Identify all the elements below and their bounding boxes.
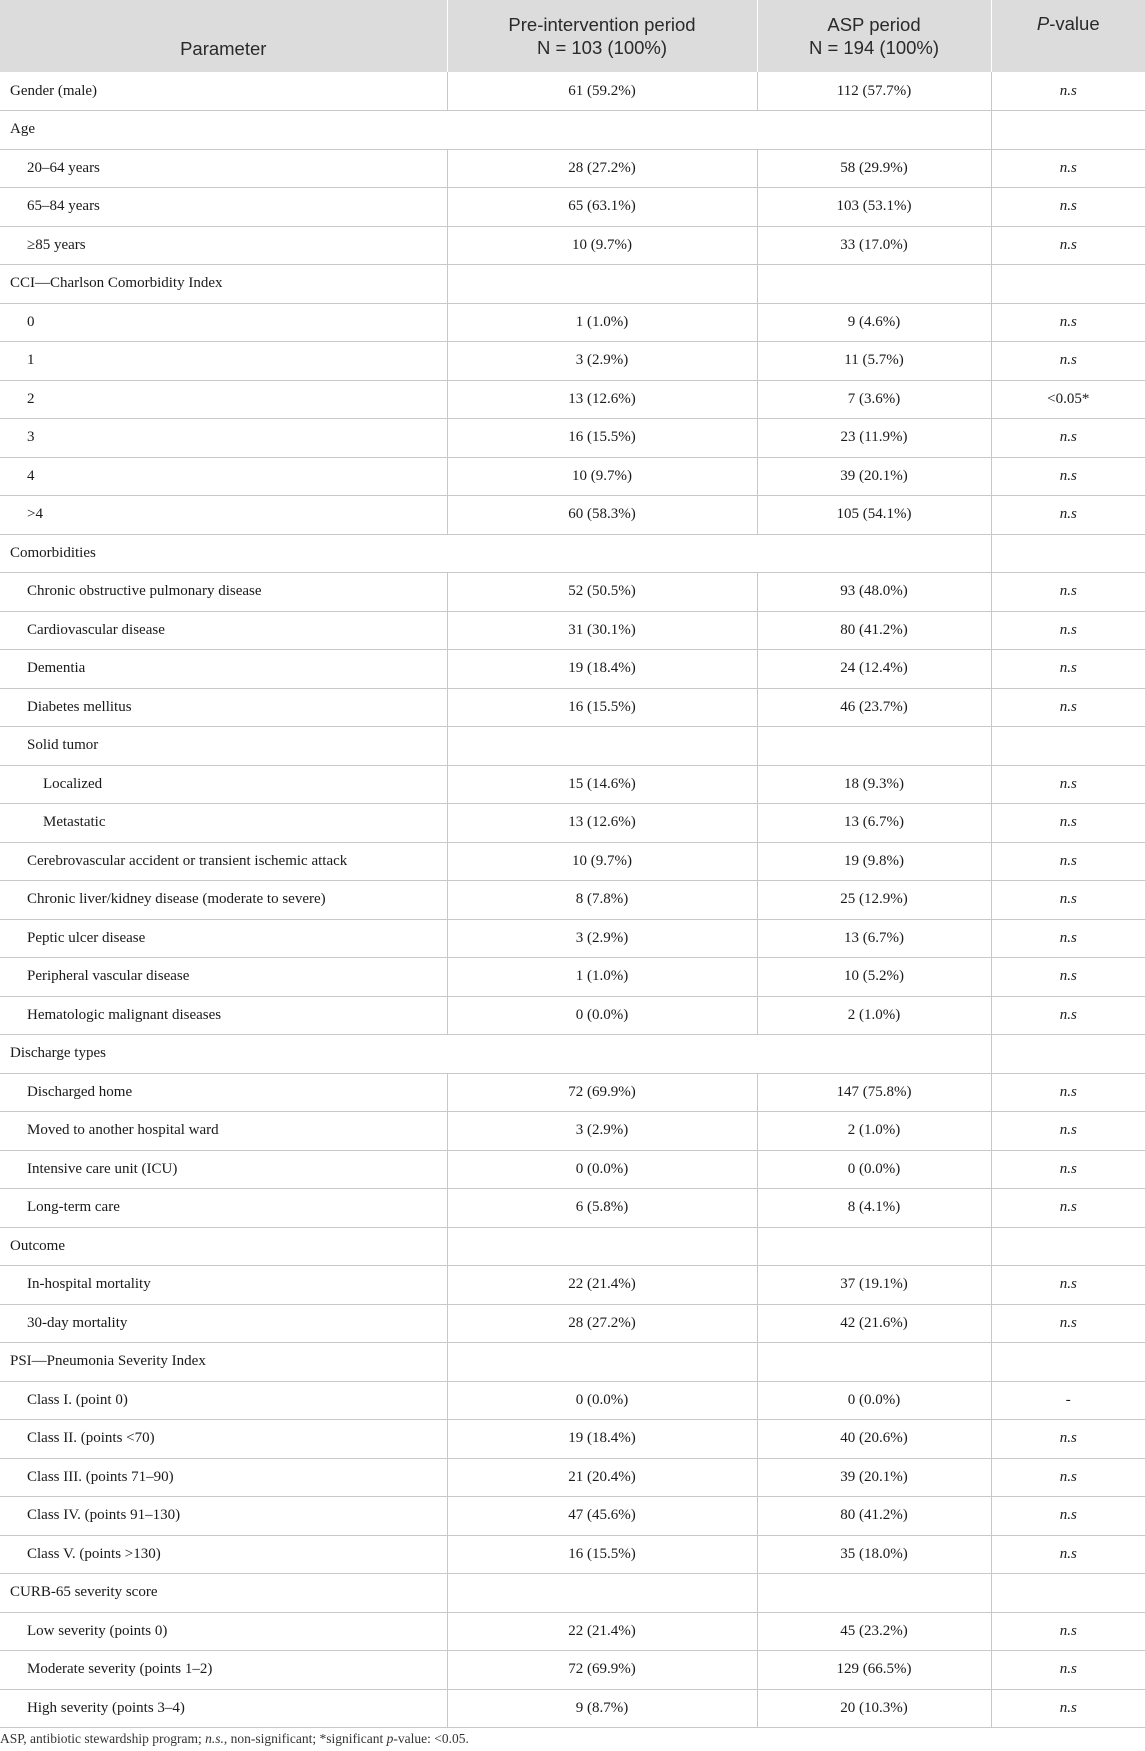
row-label: >4 bbox=[0, 496, 447, 535]
p-value: n.s bbox=[991, 842, 1145, 881]
p-value: n.s bbox=[991, 919, 1145, 958]
asp-period-value: 13 (6.7%) bbox=[757, 804, 991, 843]
row-label: 20–64 years bbox=[0, 149, 447, 188]
p-value: n.s bbox=[991, 1458, 1145, 1497]
asp-period-value: 23 (11.9%) bbox=[757, 419, 991, 458]
pre-intervention-value: 22 (21.4%) bbox=[447, 1612, 757, 1651]
asp-period-value: 80 (41.2%) bbox=[757, 1497, 991, 1536]
row-label: 65–84 years bbox=[0, 188, 447, 227]
p-value: n.s bbox=[991, 1651, 1145, 1690]
pre-intervention-value: 10 (9.7%) bbox=[447, 226, 757, 265]
pre-intervention-value: 60 (58.3%) bbox=[447, 496, 757, 535]
table-row bbox=[0, 1612, 1145, 1651]
empty-cell bbox=[757, 1574, 991, 1613]
pre-intervention-value: 13 (12.6%) bbox=[447, 380, 757, 419]
row-label: Moderate severity (points 1–2) bbox=[0, 1651, 447, 1690]
empty-cell bbox=[757, 1343, 991, 1382]
p-value: n.s bbox=[991, 419, 1145, 458]
empty-cell bbox=[991, 111, 1145, 150]
row-label: Class II. (points <70) bbox=[0, 1420, 447, 1459]
asp-period-value: 147 (75.8%) bbox=[757, 1073, 991, 1112]
table-row bbox=[0, 765, 1145, 804]
p-value: n.s bbox=[991, 688, 1145, 727]
p-value: n.s bbox=[991, 1689, 1145, 1728]
asp-period-value: 25 (12.9%) bbox=[757, 881, 991, 920]
table-row bbox=[0, 804, 1145, 843]
pre-intervention-value: 15 (14.6%) bbox=[447, 765, 757, 804]
table-header bbox=[0, 0, 1145, 72]
p-value: n.s bbox=[991, 72, 1145, 111]
row-label: Diabetes mellitus bbox=[0, 688, 447, 727]
empty-cell bbox=[991, 265, 1145, 304]
row-label: CCI—Charlson Comorbidity Index bbox=[0, 265, 447, 304]
row-label: Age bbox=[0, 111, 991, 150]
p-value: n.s bbox=[991, 303, 1145, 342]
asp-period-value: 2 (1.0%) bbox=[757, 996, 991, 1035]
table-row bbox=[0, 303, 1145, 342]
pre-intervention-value: 1 (1.0%) bbox=[447, 303, 757, 342]
p-value: n.s bbox=[991, 342, 1145, 381]
table-row bbox=[0, 226, 1145, 265]
asp-period-value: 112 (57.7%) bbox=[757, 72, 991, 111]
table-section-row bbox=[0, 265, 1145, 304]
empty-cell bbox=[991, 534, 1145, 573]
p-value: n.s bbox=[991, 958, 1145, 997]
p-value: n.s bbox=[991, 1189, 1145, 1228]
asp-period-value: 45 (23.2%) bbox=[757, 1612, 991, 1651]
empty-cell bbox=[447, 1343, 757, 1382]
asp-period-value: 103 (53.1%) bbox=[757, 188, 991, 227]
table-section-row bbox=[0, 1227, 1145, 1266]
table-row bbox=[0, 1420, 1145, 1459]
row-label: Metastatic bbox=[0, 804, 447, 843]
p-value: n.s bbox=[991, 149, 1145, 188]
asp-period-value: 18 (9.3%) bbox=[757, 765, 991, 804]
row-label: PSI—Pneumonia Severity Index bbox=[0, 1343, 447, 1382]
p-value: n.s bbox=[991, 226, 1145, 265]
header-pre-intervention bbox=[447, 0, 757, 72]
pre-intervention-value: 3 (2.9%) bbox=[447, 919, 757, 958]
row-label: Moved to another hospital ward bbox=[0, 1112, 447, 1151]
p-value: n.s bbox=[991, 1420, 1145, 1459]
empty-cell bbox=[447, 1227, 757, 1266]
header-asp bbox=[757, 0, 991, 72]
table-row bbox=[0, 342, 1145, 381]
row-label: 2 bbox=[0, 380, 447, 419]
row-label: Chronic obstructive pulmonary disease bbox=[0, 573, 447, 612]
table-row bbox=[0, 688, 1145, 727]
row-label: CURB-65 severity score bbox=[0, 1574, 447, 1613]
table-row bbox=[0, 1458, 1145, 1497]
p-value: n.s bbox=[991, 1497, 1145, 1536]
asp-period-value: 80 (41.2%) bbox=[757, 611, 991, 650]
table-section-row bbox=[0, 111, 1145, 150]
row-label: Hematologic malignant diseases bbox=[0, 996, 447, 1035]
table-row bbox=[0, 650, 1145, 689]
asp-period-value: 8 (4.1%) bbox=[757, 1189, 991, 1228]
asp-period-value: 33 (17.0%) bbox=[757, 226, 991, 265]
p-value: n.s bbox=[991, 188, 1145, 227]
table-row bbox=[0, 496, 1145, 535]
empty-cell bbox=[757, 727, 991, 766]
row-label: Discharge types bbox=[0, 1035, 991, 1074]
p-value: n.s bbox=[991, 496, 1145, 535]
pre-intervention-value: 21 (20.4%) bbox=[447, 1458, 757, 1497]
asp-period-value: 0 (0.0%) bbox=[757, 1150, 991, 1189]
p-value: n.s bbox=[991, 1266, 1145, 1305]
p-value: <0.05* bbox=[991, 380, 1145, 419]
asp-period-value: 129 (66.5%) bbox=[757, 1651, 991, 1690]
pre-intervention-value: 47 (45.6%) bbox=[447, 1497, 757, 1536]
table-row bbox=[0, 919, 1145, 958]
table-row bbox=[0, 1497, 1145, 1536]
row-label: 4 bbox=[0, 457, 447, 496]
row-label: Cardiovascular disease bbox=[0, 611, 447, 650]
table-row bbox=[0, 188, 1145, 227]
pre-intervention-value: 28 (27.2%) bbox=[447, 1304, 757, 1343]
row-label: Class V. (points >130) bbox=[0, 1535, 447, 1574]
row-label: Long-term care bbox=[0, 1189, 447, 1228]
row-label: High severity (points 3–4) bbox=[0, 1689, 447, 1728]
row-label: Outcome bbox=[0, 1227, 447, 1266]
table-row bbox=[0, 1112, 1145, 1151]
empty-cell bbox=[991, 727, 1145, 766]
asp-period-value: 93 (48.0%) bbox=[757, 573, 991, 612]
row-label: Class IV. (points 91–130) bbox=[0, 1497, 447, 1536]
table-row bbox=[0, 996, 1145, 1035]
asp-period-value: 40 (20.6%) bbox=[757, 1420, 991, 1459]
pre-intervention-value: 65 (63.1%) bbox=[447, 188, 757, 227]
table-row bbox=[0, 1535, 1145, 1574]
p-value: n.s bbox=[991, 1073, 1145, 1112]
asp-period-value: 42 (21.6%) bbox=[757, 1304, 991, 1343]
row-label: 1 bbox=[0, 342, 447, 381]
pre-intervention-value: 22 (21.4%) bbox=[447, 1266, 757, 1305]
table-row bbox=[0, 1073, 1145, 1112]
p-value: - bbox=[991, 1381, 1145, 1420]
table-row bbox=[0, 1266, 1145, 1305]
pre-intervention-value: 72 (69.9%) bbox=[447, 1073, 757, 1112]
p-value: n.s bbox=[991, 996, 1145, 1035]
table-row bbox=[0, 573, 1145, 612]
p-value: n.s bbox=[991, 1112, 1145, 1151]
row-label: Gender (male) bbox=[0, 72, 447, 111]
table-row bbox=[0, 419, 1145, 458]
pre-intervention-value: 16 (15.5%) bbox=[447, 688, 757, 727]
asp-period-value: 35 (18.0%) bbox=[757, 1535, 991, 1574]
pre-intervention-value: 19 (18.4%) bbox=[447, 1420, 757, 1459]
asp-period-value: 0 (0.0%) bbox=[757, 1381, 991, 1420]
header-parameter: Parameter bbox=[0, 0, 447, 72]
row-label: Dementia bbox=[0, 650, 447, 689]
pre-intervention-value: 28 (27.2%) bbox=[447, 149, 757, 188]
table-section-row bbox=[0, 1035, 1145, 1074]
asp-period-value: 13 (6.7%) bbox=[757, 919, 991, 958]
table-section-row bbox=[0, 1574, 1145, 1613]
asp-period-value: 46 (23.7%) bbox=[757, 688, 991, 727]
row-label: Discharged home bbox=[0, 1073, 447, 1112]
asp-period-value: 105 (54.1%) bbox=[757, 496, 991, 535]
asp-period-value: 24 (12.4%) bbox=[757, 650, 991, 689]
row-label: Class III. (points 71–90) bbox=[0, 1458, 447, 1497]
empty-cell bbox=[447, 727, 757, 766]
pre-intervention-value: 16 (15.5%) bbox=[447, 1535, 757, 1574]
asp-period-value: 39 (20.1%) bbox=[757, 457, 991, 496]
pre-intervention-value: 0 (0.0%) bbox=[447, 996, 757, 1035]
table-row bbox=[0, 72, 1145, 111]
table-row bbox=[0, 1689, 1145, 1728]
empty-cell bbox=[757, 265, 991, 304]
asp-period-value: 10 (5.2%) bbox=[757, 958, 991, 997]
asp-period-value: 11 (5.7%) bbox=[757, 342, 991, 381]
table-row bbox=[0, 1381, 1145, 1420]
pre-intervention-value: 19 (18.4%) bbox=[447, 650, 757, 689]
row-label: Solid tumor bbox=[0, 727, 447, 766]
table-section-row bbox=[0, 1343, 1145, 1382]
row-label: Intensive care unit (ICU) bbox=[0, 1150, 447, 1189]
pre-intervention-value: 3 (2.9%) bbox=[447, 342, 757, 381]
table-footnote: ASP, antibiotic stewardship program; n.s., non-significant; *significant p-value: <0.05. bbox=[0, 1731, 469, 1746]
empty-cell bbox=[991, 1035, 1145, 1074]
table-row bbox=[0, 380, 1145, 419]
pre-intervention-value: 52 (50.5%) bbox=[447, 573, 757, 612]
pre-intervention-value: 8 (7.8%) bbox=[447, 881, 757, 920]
table-row bbox=[0, 1189, 1145, 1228]
asp-period-value: 58 (29.9%) bbox=[757, 149, 991, 188]
row-label: Peptic ulcer disease bbox=[0, 919, 447, 958]
p-value: n.s bbox=[991, 611, 1145, 650]
empty-cell bbox=[447, 1574, 757, 1613]
pre-intervention-value: 0 (0.0%) bbox=[447, 1381, 757, 1420]
pre-intervention-value: 10 (9.7%) bbox=[447, 457, 757, 496]
p-value: n.s bbox=[991, 765, 1145, 804]
table-section-row bbox=[0, 534, 1145, 573]
table-section-row bbox=[0, 727, 1145, 766]
row-label: Comorbidities bbox=[0, 534, 991, 573]
p-value: n.s bbox=[991, 804, 1145, 843]
asp-period-value: 37 (19.1%) bbox=[757, 1266, 991, 1305]
table-row bbox=[0, 958, 1145, 997]
pre-intervention-value: 6 (5.8%) bbox=[447, 1189, 757, 1228]
empty-cell bbox=[447, 265, 757, 304]
pre-intervention-value: 16 (15.5%) bbox=[447, 419, 757, 458]
table-row bbox=[0, 457, 1145, 496]
pre-intervention-value: 61 (59.2%) bbox=[447, 72, 757, 111]
row-label: Localized bbox=[0, 765, 447, 804]
p-value: n.s bbox=[991, 650, 1145, 689]
row-label: Chronic liver/kidney disease (moderate to severe) bbox=[0, 881, 447, 920]
pre-intervention-value: 1 (1.0%) bbox=[447, 958, 757, 997]
table-row bbox=[0, 1651, 1145, 1690]
table-row bbox=[0, 1150, 1145, 1189]
pre-intervention-value: 72 (69.9%) bbox=[447, 1651, 757, 1690]
header-asp-title: ASP period bbox=[827, 14, 921, 35]
pre-intervention-value: 0 (0.0%) bbox=[447, 1150, 757, 1189]
row-label: Class I. (point 0) bbox=[0, 1381, 447, 1420]
row-label: Low severity (points 0) bbox=[0, 1612, 447, 1651]
p-value: n.s bbox=[991, 457, 1145, 496]
table-body bbox=[0, 72, 1145, 1728]
header-p-value: P-value bbox=[991, 0, 1145, 72]
header-asp-n: N = 194 (100%) bbox=[808, 37, 940, 58]
p-value: n.s bbox=[991, 1612, 1145, 1651]
pre-intervention-value: 9 (8.7%) bbox=[447, 1689, 757, 1728]
asp-period-value: 20 (10.3%) bbox=[757, 1689, 991, 1728]
empty-cell bbox=[991, 1227, 1145, 1266]
empty-cell bbox=[991, 1574, 1145, 1613]
table-row bbox=[0, 1304, 1145, 1343]
empty-cell bbox=[757, 1227, 991, 1266]
asp-period-value: 9 (4.6%) bbox=[757, 303, 991, 342]
table-row bbox=[0, 611, 1145, 650]
p-value: n.s bbox=[991, 1535, 1145, 1574]
pre-intervention-value: 31 (30.1%) bbox=[447, 611, 757, 650]
asp-period-value: 39 (20.1%) bbox=[757, 1458, 991, 1497]
row-label: In-hospital mortality bbox=[0, 1266, 447, 1305]
p-value: n.s bbox=[991, 881, 1145, 920]
p-value: n.s bbox=[991, 573, 1145, 612]
pre-intervention-value: 10 (9.7%) bbox=[447, 842, 757, 881]
p-value: n.s bbox=[991, 1304, 1145, 1343]
pre-intervention-value: 3 (2.9%) bbox=[447, 1112, 757, 1151]
table-row bbox=[0, 149, 1145, 188]
row-label: 0 bbox=[0, 303, 447, 342]
p-value: n.s bbox=[991, 1150, 1145, 1189]
header-pre-title: Pre-intervention period bbox=[508, 14, 696, 35]
row-label: 30-day mortality bbox=[0, 1304, 447, 1343]
asp-period-value: 7 (3.6%) bbox=[757, 380, 991, 419]
asp-period-value: 19 (9.8%) bbox=[757, 842, 991, 881]
header-pre-n: N = 103 (100%) bbox=[536, 37, 668, 58]
row-label: ≥85 years bbox=[0, 226, 447, 265]
row-label: Cerebrovascular accident or transient ischemic attack bbox=[0, 842, 447, 881]
empty-cell bbox=[991, 1343, 1145, 1382]
asp-period-value: 2 (1.0%) bbox=[757, 1112, 991, 1151]
pre-intervention-value: 13 (12.6%) bbox=[447, 804, 757, 843]
row-label: 3 bbox=[0, 419, 447, 458]
row-label: Peripheral vascular disease bbox=[0, 958, 447, 997]
table-row bbox=[0, 881, 1145, 920]
table-row bbox=[0, 842, 1145, 881]
